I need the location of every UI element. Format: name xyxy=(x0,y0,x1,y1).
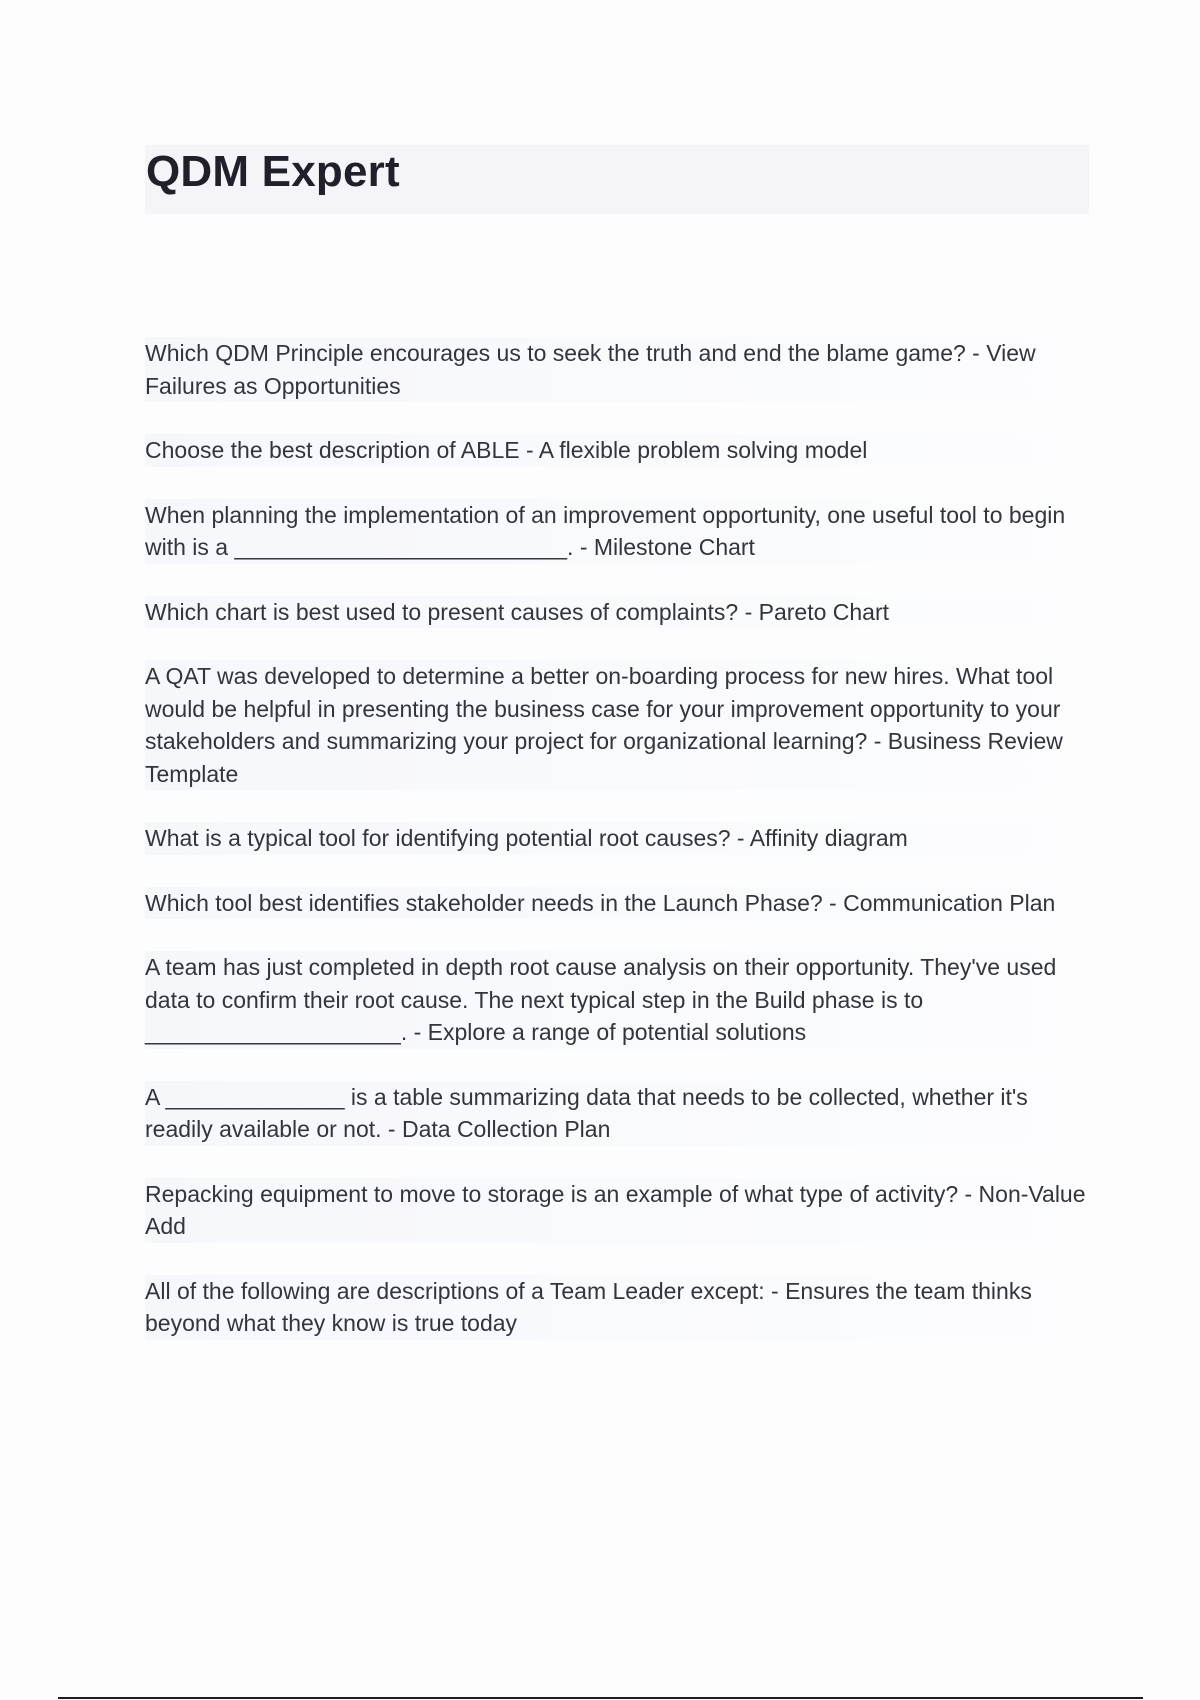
qa-item: A ______________ is a table summarizing data that needs to be collected, whether it's readily available or not. - Data Collection Plan xyxy=(145,1081,1089,1146)
qa-item: A QAT was developed to determine a better on-boarding process for new hires. What tool would be helpful in presenting the business case for your improvement opportunity to your stakeholders and summarizing your project for organizational learning? - Business Review Template xyxy=(145,660,1089,790)
qa-item: Choose the best description of ABLE - A flexible problem solving model xyxy=(145,434,1089,467)
qa-item: What is a typical tool for identifying potential root causes? - Affinity diagram xyxy=(145,822,1089,855)
qa-item: When planning the implementation of an improvement opportunity, one useful tool to begin with is a __________________________. - Milestone Chart xyxy=(145,499,1089,564)
footer-divider xyxy=(58,1697,1143,1699)
qa-item: A team has just completed in depth root cause analysis on their opportunity. They've used data to confirm their root cause. The next typical step in the Build phase is to ____________________. - Explore a range of potential solutions xyxy=(145,951,1089,1049)
qa-item: Which tool best identifies stakeholder needs in the Launch Phase? - Communication Plan xyxy=(145,887,1089,920)
page-title: QDM Expert xyxy=(146,147,400,196)
qa-item: All of the following are descriptions of a Team Leader except: - Ensures the team thinks beyond what they know is true today xyxy=(145,1275,1089,1340)
qa-item: Repacking equipment to move to storage is an example of what type of activity? - Non-Value Add xyxy=(145,1178,1089,1243)
qa-item: Which chart is best used to present causes of complaints? - Pareto Chart xyxy=(145,596,1089,629)
qa-item: Which QDM Principle encourages us to seek the truth and end the blame game? - View Failures as Opportunities xyxy=(145,337,1089,402)
question-answer-list xyxy=(145,337,1089,1372)
